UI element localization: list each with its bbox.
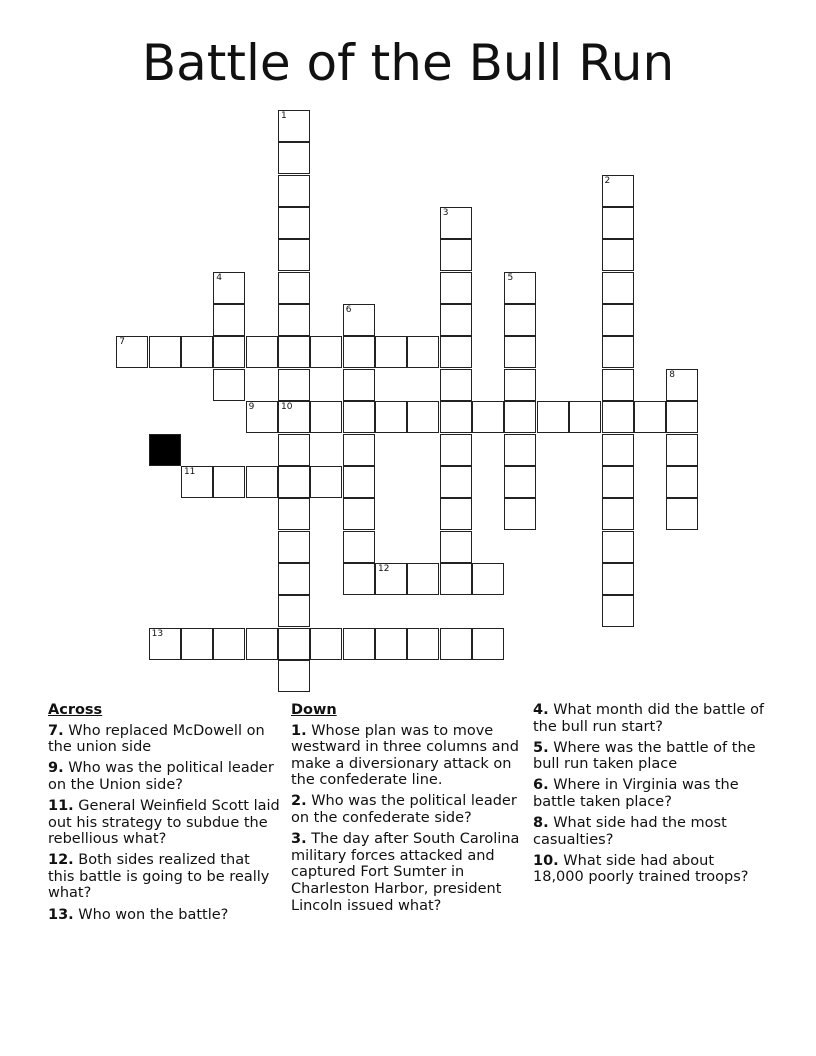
grid-cell[interactable] xyxy=(666,434,698,466)
grid-cell[interactable] xyxy=(278,304,310,336)
grid-cell[interactable] xyxy=(246,336,278,368)
grid-cell[interactable] xyxy=(310,336,342,368)
grid-cell[interactable] xyxy=(504,304,536,336)
grid-cell[interactable] xyxy=(278,628,310,660)
clue-down-4: 4. What month did the battle of the bull run start? xyxy=(533,702,765,735)
grid-cell[interactable] xyxy=(472,401,504,433)
grid-cell[interactable] xyxy=(504,272,536,304)
grid-cell[interactable] xyxy=(343,336,375,368)
down-clues-continued xyxy=(533,702,769,890)
grid-cell[interactable] xyxy=(246,466,278,498)
grid-cell[interactable] xyxy=(343,434,375,466)
grid-cell[interactable] xyxy=(504,369,536,401)
clue-number: 1 xyxy=(281,111,287,121)
grid-cell[interactable] xyxy=(278,595,310,627)
grid-cell[interactable] xyxy=(343,498,375,530)
clue-number: 6 xyxy=(345,305,352,316)
grid-cell[interactable] xyxy=(537,401,569,433)
grid-cell[interactable] xyxy=(602,595,634,627)
grid-cell[interactable] xyxy=(343,531,375,563)
puzzle-title: Battle of the Bull Run xyxy=(141,34,675,92)
grid-cell[interactable] xyxy=(246,628,278,660)
grid-cell[interactable] xyxy=(440,531,472,563)
grid-cell[interactable] xyxy=(375,628,407,660)
grid-cell[interactable] xyxy=(407,628,439,660)
grid-cell[interactable] xyxy=(472,628,504,660)
grid-cell[interactable] xyxy=(246,401,278,433)
grid-cell[interactable] xyxy=(116,336,148,368)
grid-cell[interactable] xyxy=(440,498,472,530)
grid-cell[interactable] xyxy=(440,369,472,401)
grid-cell[interactable] xyxy=(375,563,407,595)
grid-cell[interactable] xyxy=(440,239,472,271)
grid-cell[interactable] xyxy=(278,531,310,563)
grid-cell[interactable] xyxy=(407,401,439,433)
grid-cell[interactable] xyxy=(504,466,536,498)
grid-cell[interactable] xyxy=(504,336,536,368)
clue-down-6: 6. Where in Virginia was the battle taken place? xyxy=(533,777,739,810)
grid-cell[interactable] xyxy=(602,336,634,368)
grid-cell[interactable] xyxy=(181,336,213,368)
grid-cell[interactable] xyxy=(343,466,375,498)
grid-cell[interactable] xyxy=(278,175,310,207)
clue-down-8: 8. What side had the most casualties? xyxy=(533,815,727,848)
grid-cell[interactable] xyxy=(440,466,472,498)
grid-cell[interactable] xyxy=(602,466,634,498)
grid-cell[interactable] xyxy=(343,401,375,433)
grid-cell[interactable] xyxy=(634,401,666,433)
grid-cell[interactable] xyxy=(343,628,375,660)
grid-cell[interactable] xyxy=(602,369,634,401)
clue-across-7: 7. Who replaced McDowell on the union side xyxy=(48,722,265,756)
grid-cell[interactable] xyxy=(440,563,472,595)
grid-cell[interactable] xyxy=(278,660,310,692)
grid-cell[interactable] xyxy=(375,336,407,368)
grid-cell[interactable] xyxy=(602,498,634,530)
grid-cell[interactable] xyxy=(440,401,472,433)
grid-cell[interactable] xyxy=(407,336,439,368)
grid-cell[interactable] xyxy=(602,401,634,433)
clue-number: 11 xyxy=(183,466,196,477)
grid-cell[interactable] xyxy=(278,239,310,271)
grid-cell[interactable] xyxy=(440,336,472,368)
clue-across-12: 12. Both sides realized that this battle is going to be really what? xyxy=(48,852,270,902)
grid-cell[interactable] xyxy=(602,531,634,563)
grid-cell[interactable] xyxy=(278,563,310,595)
grid-cell[interactable] xyxy=(213,369,245,401)
grid-cell[interactable] xyxy=(440,207,472,239)
clue-number: 3 xyxy=(442,208,449,219)
across-clues xyxy=(48,702,280,928)
clue-across-11: 11. General Weinfield Scott laid out his strategy to subdue the rebellious what? xyxy=(48,797,280,848)
clue-down-1: 1. Whose plan was to move westward in three columns and make a diversionary attack on the confederate line. xyxy=(291,722,519,789)
grid-cell[interactable] xyxy=(278,498,310,530)
grid-cell[interactable] xyxy=(278,142,310,174)
grid-cell[interactable] xyxy=(666,466,698,498)
grid-cell[interactable] xyxy=(278,207,310,239)
down-heading: Down xyxy=(291,702,337,718)
grid-cell[interactable] xyxy=(278,466,310,498)
grid-cell[interactable] xyxy=(149,336,181,368)
grid-cell[interactable] xyxy=(278,369,310,401)
clue-number: 9 xyxy=(248,402,255,413)
grid-cell[interactable] xyxy=(602,563,634,595)
grid-cell[interactable] xyxy=(278,336,310,368)
clue-across-9: 9. Who was the political leader on the Union side? xyxy=(48,760,274,793)
grid-cell[interactable] xyxy=(602,304,634,336)
grid-cell[interactable] xyxy=(343,369,375,401)
grid-cell[interactable] xyxy=(343,563,375,595)
grid-cell[interactable] xyxy=(504,434,536,466)
grid-cell[interactable] xyxy=(278,434,310,466)
grid-cell[interactable] xyxy=(181,466,213,498)
clue-number: 10 xyxy=(281,402,293,413)
grid-cell[interactable] xyxy=(407,563,439,595)
across-heading: Across xyxy=(48,702,103,718)
grid-cell[interactable] xyxy=(149,628,181,660)
grid-cell[interactable] xyxy=(666,498,698,530)
clue-number: 7 xyxy=(119,337,125,348)
grid-cell[interactable] xyxy=(440,434,472,466)
clue-down-2: 2. Who was the political leader on the confederate side? xyxy=(291,793,517,827)
grid-cell[interactable] xyxy=(310,401,342,433)
grid-cell[interactable] xyxy=(666,401,698,433)
grid-cell[interactable] xyxy=(472,563,504,595)
clue-number: 4 xyxy=(216,272,223,283)
clue-number: 8 xyxy=(669,369,675,380)
black-cell xyxy=(149,434,181,466)
grid-cell[interactable] xyxy=(181,628,213,660)
clue-number: 2 xyxy=(604,175,611,186)
grid-cell[interactable] xyxy=(375,401,407,433)
grid-cell[interactable] xyxy=(213,336,245,368)
grid-cell[interactable] xyxy=(213,304,245,336)
grid-cell[interactable] xyxy=(278,401,310,433)
clue-down-3: 3. The day after South Carolina military forces attacked and captured Fort Sumter in Charleston Harbor, president Lincoln issued what? xyxy=(291,831,520,914)
clue-down-5: 5. Where was the battle of the bull run taken place xyxy=(533,739,756,773)
grid-cell[interactable] xyxy=(602,272,634,304)
down-clues xyxy=(291,702,527,919)
grid-cell[interactable] xyxy=(213,272,245,304)
grid-cell[interactable] xyxy=(602,207,634,239)
grid-cell[interactable] xyxy=(666,369,698,401)
grid-cell[interactable] xyxy=(213,628,245,660)
grid-cell[interactable] xyxy=(440,628,472,660)
grid-cell[interactable] xyxy=(440,304,472,336)
grid-cell[interactable] xyxy=(213,466,245,498)
grid-cell[interactable] xyxy=(602,175,634,207)
clue-number: 13 xyxy=(151,628,164,639)
grid-cell[interactable] xyxy=(278,272,310,304)
grid-cell[interactable] xyxy=(343,304,375,336)
grid-cell[interactable] xyxy=(504,401,536,433)
grid-cell[interactable] xyxy=(310,466,342,498)
grid-cell[interactable] xyxy=(440,272,472,304)
clue-down-10: 10. What side had about 18,000 poorly trained troops? xyxy=(533,852,749,886)
grid-cell[interactable] xyxy=(504,498,536,530)
grid-cell[interactable] xyxy=(278,110,310,142)
grid-cell[interactable] xyxy=(602,434,634,466)
grid-cell[interactable] xyxy=(310,628,342,660)
clue-number: 5 xyxy=(507,272,514,283)
grid-cell[interactable] xyxy=(602,239,634,271)
clue-number: 12 xyxy=(378,563,390,574)
grid-cell[interactable] xyxy=(569,401,601,433)
clue-across-13: 13. Who won the battle? xyxy=(48,906,229,923)
